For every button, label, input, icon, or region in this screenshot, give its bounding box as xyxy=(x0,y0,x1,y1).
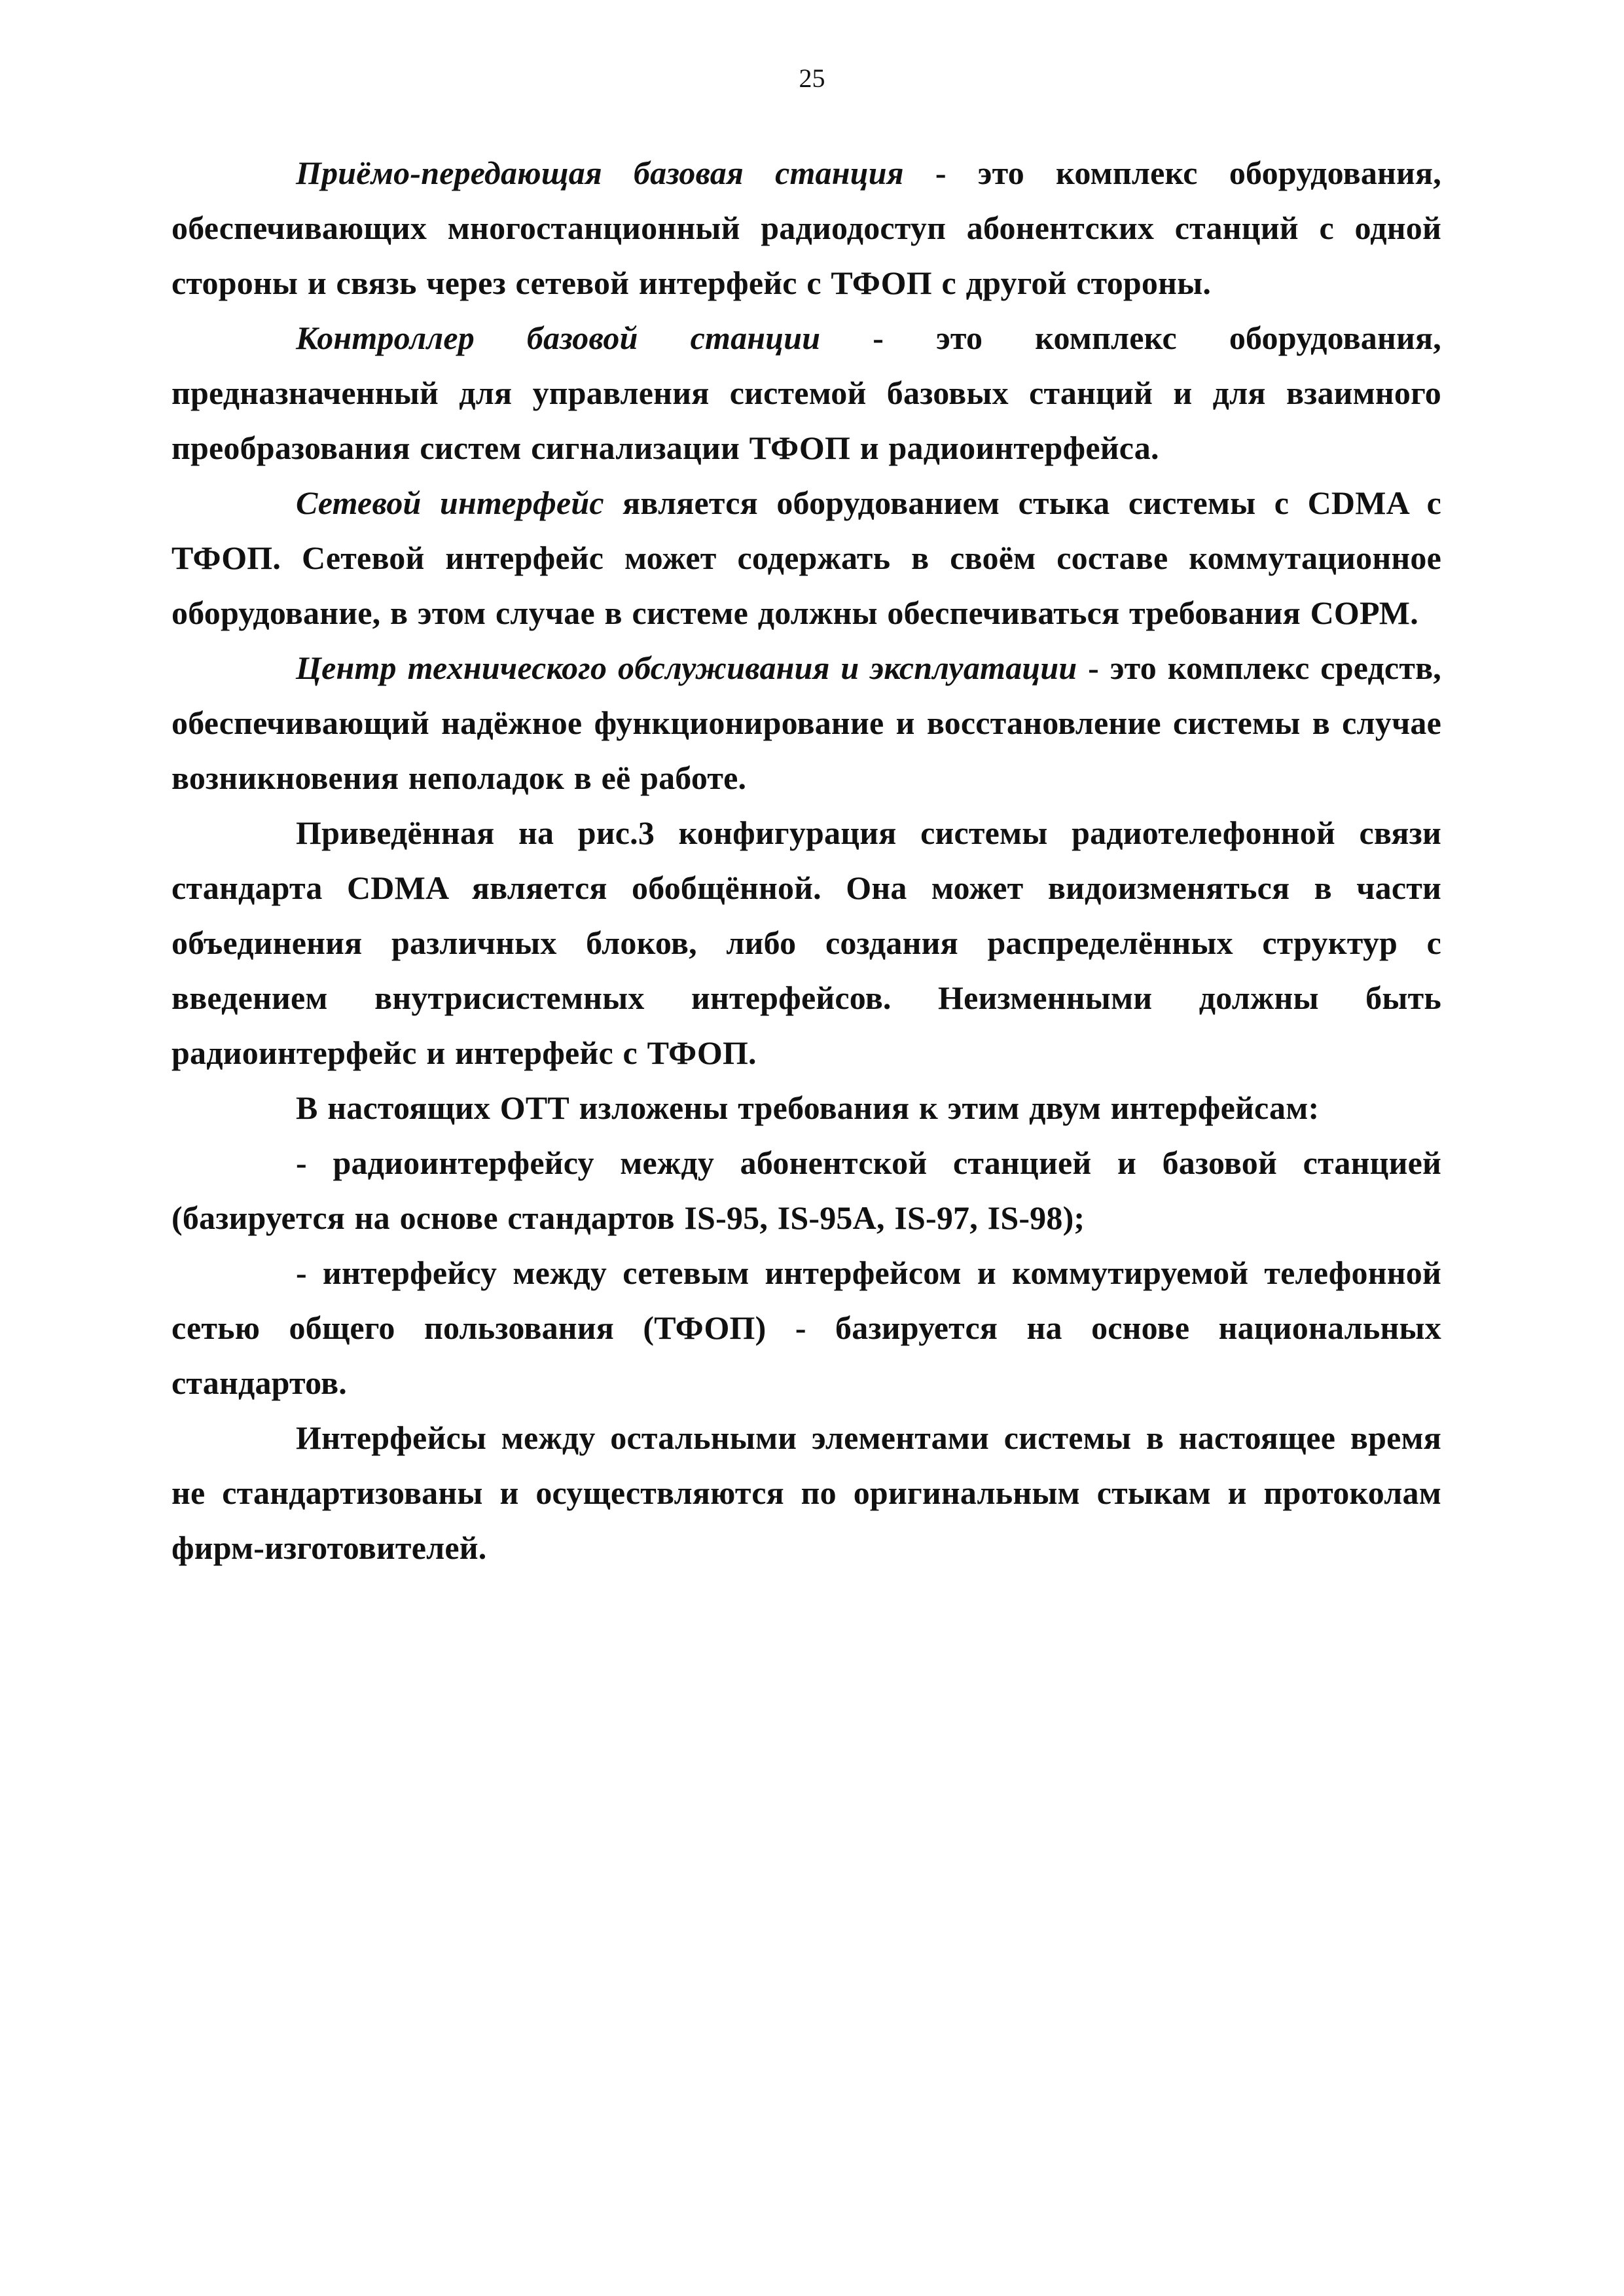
paragraph-maintenance-center xyxy=(171,640,1441,805)
document-body xyxy=(171,145,1441,1575)
list-item-pstn-interface: - интерфейсу между сетевым интерфейсом и коммутируемой телефонной сетью общего пользования (ТФОП) - базируется на основе национальных стандартов. xyxy=(171,1254,1441,1401)
paragraph-base-station xyxy=(171,145,1441,310)
definition-maintenance-center: - это комплекс средств, обеспечивающий надёжное функционирование и восстановление системы в случае возникновения неполадок в её работе. xyxy=(171,649,1441,796)
paragraph-configuration: Приведённая на рис.3 конфигурация системы радиотелефонной связи стандарта CDMA является обобщённой. Она может видоизменяться в части объединения различных блоков, либо создания распределённых структур с введением внутрисистемных интерфейсов. Неизменными должны быть радиоинтерфейс и интерфейс с ТФОП. xyxy=(171,814,1441,1071)
page-number: 25 xyxy=(799,64,825,93)
definition-network-interface: является оборудованием стыка системы с CDMA с ТФОП. Сетевой интерфейс может содержать в своём составе коммутационное оборудование, в этом случае в системе должны обеспечиваться требования СОРМ. xyxy=(171,484,1441,631)
list-item-radio-interface: - радиоинтерфейсу между абонентской станцией и базовой станцией (базируется на основе стандартов IS-95, IS-95A, IS-97, IS-98); xyxy=(171,1144,1441,1236)
paragraph-network-interface xyxy=(171,475,1441,640)
paragraph-other-interfaces: Интерфейсы между остальными элементами системы в настоящее время не стандартизованы и осуществляются по оригинальным стыкам и протоколам фирм-изготовителей. xyxy=(171,1419,1441,1566)
term-network-interface: Сетевой интерфейс xyxy=(296,484,604,521)
term-base-station-controller: Контроллер базовой станции xyxy=(296,319,821,356)
definition-base-station-controller: - это комплекс оборудования, предназначенный для управления системой базовых станций и для взаимного преобразования систем сигнализации ТФОП и радиоинтерфейса. xyxy=(171,319,1441,466)
definition-base-station: - это комплекс оборудования, обеспечивающих многостанционный радиодоступ абонентских станций с одной стороны и связь через сетевой интерфейс с ТФОП с другой стороны. xyxy=(171,155,1441,301)
paragraph-base-station-controller xyxy=(171,310,1441,475)
term-maintenance-center: Центр технического обслуживания и эксплуатации xyxy=(296,649,1077,686)
paragraph-requirements-intro: В настоящих ОТТ изложены требования к этим двум интерфейсам: xyxy=(296,1089,1320,1126)
term-base-station: Приёмо-передающая базовая станция xyxy=(296,155,904,191)
